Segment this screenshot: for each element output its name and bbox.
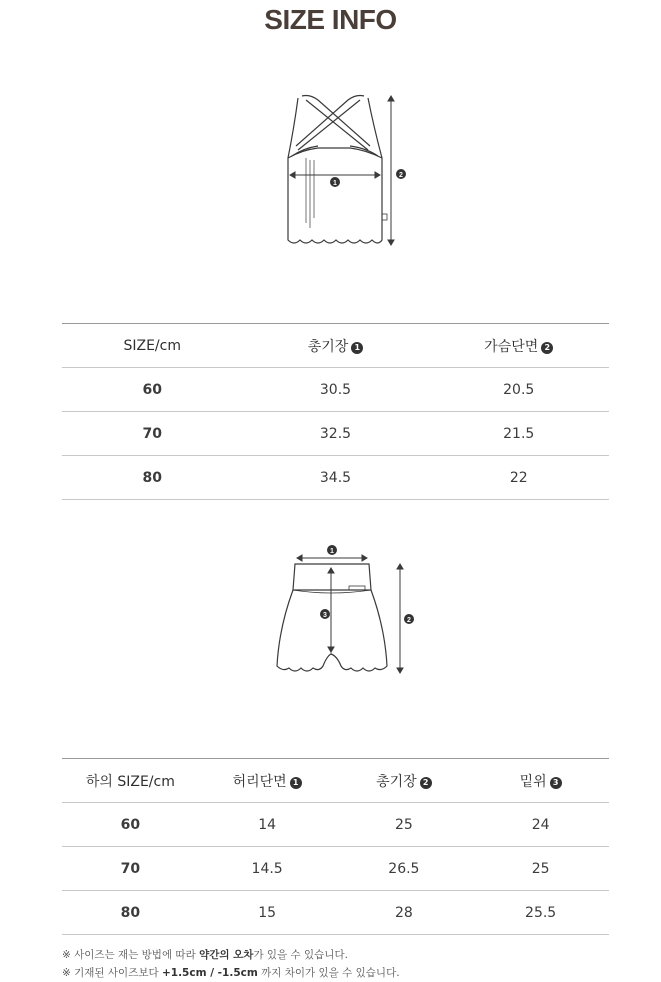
dim-label-1: 1 — [333, 180, 337, 187]
bottom-garment-illustration — [265, 538, 425, 683]
header-rise: 밑위 3 — [472, 759, 609, 803]
header-total-length: 총기장 2 — [336, 759, 473, 803]
dim-label-2: 2 — [407, 617, 411, 624]
badge-1: 1 — [351, 342, 363, 354]
dim-label-2: 2 — [399, 172, 403, 179]
top-garment-illustration — [270, 88, 420, 258]
badge-2: 2 — [420, 777, 432, 789]
header-chest-width: 가슴단면 2 — [428, 324, 609, 368]
table-row: 80 15 28 25.5 — [62, 891, 609, 935]
table-row: 70 32.5 21.5 — [62, 412, 609, 456]
dim-label-1: 1 — [330, 548, 334, 555]
badge-2: 2 — [541, 342, 553, 354]
header-bottom-size: 하의 SIZE/cm — [62, 759, 199, 803]
bottom-size-table — [62, 758, 609, 935]
header-total-length: 총기장 1 — [243, 324, 429, 368]
table-row: 60 14 25 24 — [62, 803, 609, 847]
note-line-1: ※ 사이즈는 재는 방법에 따라 약간의 오차가 있을 수 있습니다. — [62, 949, 348, 961]
note-line-2: ※ 기재된 사이즈보다 +1.5cm / -1.5cm 까지 차이가 있을 수 있습니다. — [62, 967, 400, 979]
header-size: SIZE/cm — [62, 324, 243, 368]
header-waist-width: 허리단면 1 — [199, 759, 336, 803]
dim-label-3: 3 — [323, 612, 327, 619]
badge-1: 1 — [290, 777, 302, 789]
top-size-table — [62, 323, 609, 500]
size-notes — [62, 946, 400, 982]
page-title: SIZE INFO — [264, 4, 397, 35]
table-row: 80 34.5 22 — [62, 456, 609, 500]
table-row: 70 14.5 26.5 25 — [62, 847, 609, 891]
table-header-row — [62, 759, 609, 803]
table-header-row — [62, 324, 609, 368]
table-row: 60 30.5 20.5 — [62, 368, 609, 412]
badge-3: 3 — [550, 777, 562, 789]
